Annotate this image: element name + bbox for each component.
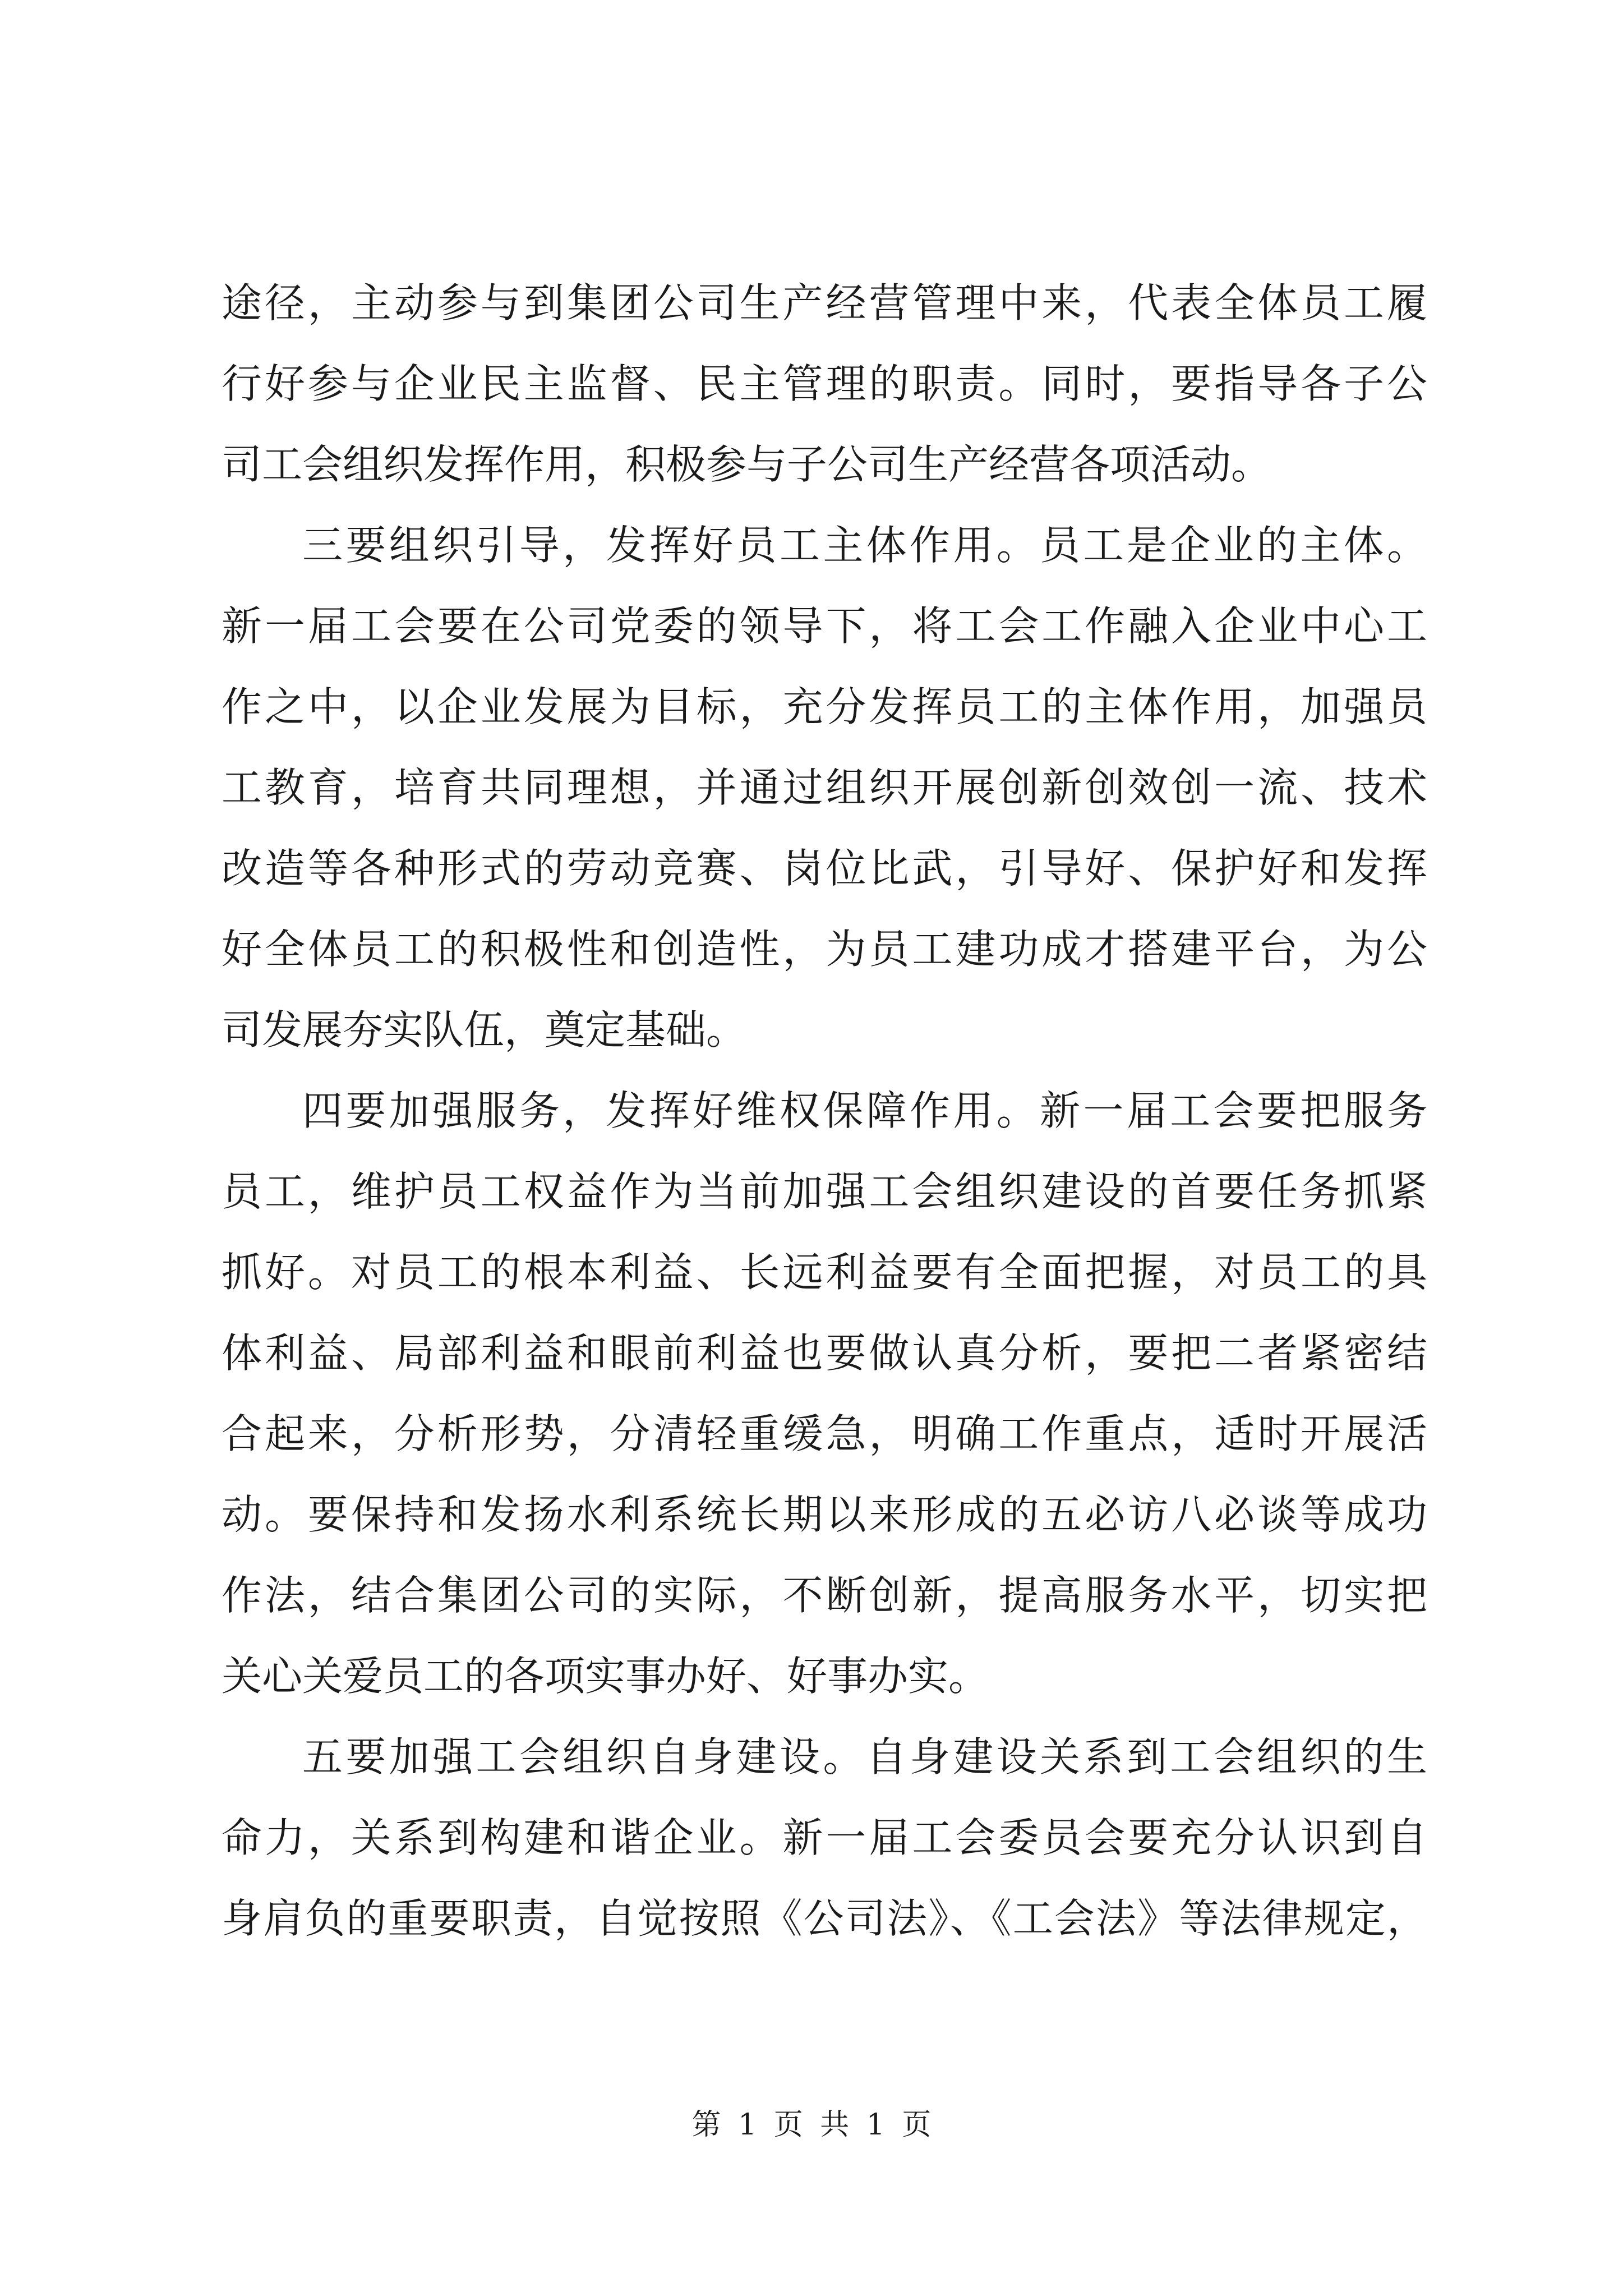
text-line: 三要组织引导，发挥好员工主体作用。员工是企业的主体。 xyxy=(302,522,1427,569)
text-line: 行好参与企业民主监督、民主管理的职责。同时，要指导各子公 xyxy=(222,360,1427,407)
text-line: 好全体员工的积极性和创造性，为员工建功成才搭建平台，为公 xyxy=(222,926,1427,973)
text-line: 五要加强工会组织自身建设。自身建设关系到工会组织的生 xyxy=(302,1733,1427,1780)
document-body xyxy=(222,263,1427,1959)
text-line: 作之中，以企业发展为目标，充分发挥员工的主体作用，加强员 xyxy=(222,683,1427,730)
text-line: 改造等各种形式的劳动竞赛、岗位比武，引导好、保护好和发挥 xyxy=(222,845,1427,892)
text-line: 司发展夯实队伍，奠定基础。 xyxy=(222,1006,747,1053)
text-line: 工教育，培育共同理想，并通过组织开展创新创效创一流、技术 xyxy=(222,764,1427,811)
text-line: 体利益、局部利益和眼前利益也要做认真分析，要把二者紧密结 xyxy=(222,1329,1427,1377)
text-line: 作法，结合集团公司的实际，不断创新，提高服务水平，切实把 xyxy=(222,1572,1427,1619)
text-line: 司工会组织发挥作用，积极参与子公司生产经营各项活动。 xyxy=(222,441,1272,488)
page-footer: 第 1 页 共 1 页 xyxy=(691,2108,932,2142)
text-line: 四要加强服务，发挥好维权保障作用。新一届工会要把服务 xyxy=(302,1087,1427,1134)
text-line: 员工，维护员工权益作为当前加强工会组织建设的首要任务抓紧 xyxy=(222,1168,1427,1215)
text-line: 关心关爱员工的各项实事办好、好事办实。 xyxy=(222,1653,989,1700)
text-line: 动。要保持和发扬水利系统长期以来形成的五必访八必谈等成功 xyxy=(222,1491,1427,1538)
text-line: 途径，主动参与到集团公司生产经营管理中来，代表全体员工履 xyxy=(222,279,1427,326)
text-line: 身肩负的重要职责，自觉按照《公司法》、《工会法》等法律规定， xyxy=(222,1895,1427,1942)
text-line: 抓好。对员工的根本利益、长远利益要有全面把握，对员工的具 xyxy=(222,1249,1427,1296)
text-line: 新一届工会要在公司党委的领导下，将工会工作融入企业中心工 xyxy=(222,602,1427,650)
text-line: 合起来，分析形势，分清轻重缓急，明确工作重点，适时开展活 xyxy=(222,1410,1427,1457)
text-line: 命力，关系到构建和谐企业。新一届工会委员会要充分认识到自 xyxy=(222,1814,1427,1861)
